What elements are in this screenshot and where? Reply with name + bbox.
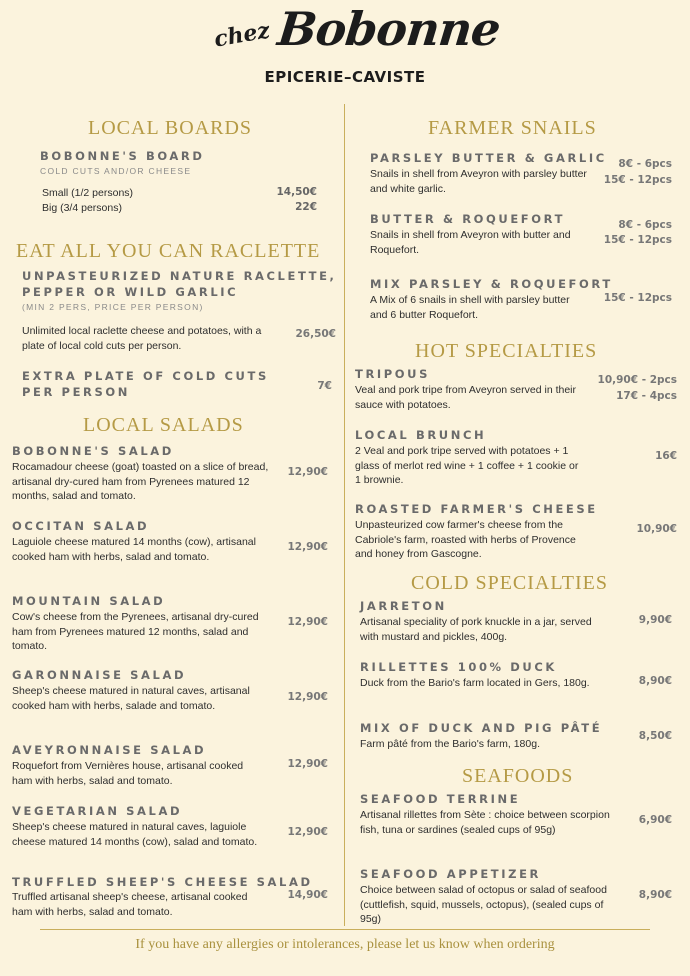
item-name-raclette-line2: PEPPER OR WILD GARLIC	[22, 285, 239, 299]
item-name-extra-plate-line2: PER PERSON	[22, 385, 130, 399]
item-desc: Truffled artisanal sheep's cheese, artisanal cooked ham with herbs, salad and tomato.	[12, 891, 248, 918]
item-name: ROASTED FARMER'S CHEESE	[355, 502, 598, 516]
item-name-bobonnes-board: BOBONNE'S BOARD	[40, 149, 205, 163]
item-price: 12,90€	[287, 541, 328, 553]
item-note: COLD CUTS AND/OR CHEESE	[40, 166, 192, 176]
item-name: RILLETTES 100% DUCK	[360, 660, 557, 674]
logo-subtitle: EPICERIE–CAVISTE	[264, 68, 426, 86]
item-price: 14,90€	[287, 889, 328, 901]
item-desc: Cow's cheese from the Pyrenees, artisanal dry-cured ham from Pyrenees matured 12 months, salad and tomato.	[12, 611, 259, 652]
item-price: 12,90€	[287, 691, 328, 703]
section-title-cold-specialties: COLD SPECIALTIES	[411, 572, 608, 594]
item-price: 10,90€	[636, 523, 677, 535]
item-price: 12,90€	[287, 466, 328, 478]
item-name: SEAFOOD APPETIZER	[360, 867, 541, 881]
item-price-raclette: 26,50€	[295, 328, 336, 340]
section-title-local-boards: LOCAL BOARDS	[88, 117, 253, 139]
item-price: 15€ - 12pcs	[603, 234, 672, 246]
item-name: AVEYRONNAISE SALAD	[12, 743, 207, 757]
item-name-raclette-line1: UNPASTEURIZED NATURE RACLETTE,	[22, 269, 337, 283]
board-big-price: 22€	[295, 201, 317, 213]
item-price: 8€ - 6pcs	[618, 158, 672, 170]
allergy-note: If you have any allergies or intolerances, please let us know when ordering	[135, 937, 555, 952]
item-price: 8€ - 6pcs	[618, 219, 672, 231]
item-name: MOUNTAIN SALAD	[12, 594, 166, 608]
item-name: TRUFFLED SHEEP'S CHEESE SALAD	[12, 875, 313, 889]
item-desc: Farm pâté from the Bario's farm, 180g.	[360, 738, 540, 750]
item-desc: Unpasteurized cow farmer's cheese from the Cabriole's farm, roasted with herbs of Provence and honey from Gascogne.	[355, 519, 576, 560]
item-name: GARONNAISE SALAD	[12, 668, 187, 682]
item-price: 17€ - 4pcs	[616, 390, 677, 402]
item-price: 16€	[655, 450, 677, 462]
item-name: BUTTER & ROQUEFORT	[370, 212, 566, 226]
item-desc: 2 Veal and pork tripe served with potatoes + 1 glass of merlot red wine + 1 coffee + 1 cookie or 1 brownie.	[355, 445, 579, 486]
item-price: 8,90€	[638, 675, 672, 687]
logo-chez: chez	[212, 17, 272, 53]
item-name: PARSLEY BUTTER & GARLIC	[370, 151, 607, 165]
item-desc: Sheep's cheese matured in natural caves, artisanal cooked ham with herbs, salade and tomato.	[12, 685, 250, 712]
item-price: 12,90€	[287, 616, 328, 628]
item-desc: Duck from the Bario's farm located in Gers, 180g.	[360, 677, 590, 689]
section-title-farmer-snails: FARMER SNAILS	[428, 117, 597, 139]
item-desc: Artisanal rillettes from Sète : choice between scorpion fish, tuna or sardines (sealed cups of 95g)	[360, 809, 610, 836]
item-price: 6,90€	[638, 814, 672, 826]
item-name-extra-plate-line1: EXTRA PLATE OF COLD CUTS	[22, 369, 269, 383]
item-price: 9,90€	[638, 614, 672, 626]
item-desc-raclette: Unlimited local raclette cheese and potatoes, with a plate of local cold cuts per person.	[22, 325, 262, 352]
section-title-raclette: EAT ALL YOU CAN RACLETTE	[16, 240, 321, 262]
item-name: MIX PARSLEY & ROQUEFORT	[370, 277, 613, 291]
item-price: 8,90€	[638, 889, 672, 901]
item-price: 10,90€ - 2pcs	[597, 374, 677, 386]
item-desc: Snails in shell from Aveyron with butter and Roquefort.	[370, 229, 571, 256]
logo-name: Bobonne	[275, 2, 503, 56]
item-price: 12,90€	[287, 758, 328, 770]
item-name: TRIPOUS	[355, 367, 431, 381]
section-title-local-salads: LOCAL SALADS	[83, 414, 244, 436]
item-desc: Artisanal speciality of pork knuckle in a jar, served with mustard and pickles, 400g.	[360, 616, 592, 643]
item-price: 15€ - 12pcs	[603, 292, 672, 304]
item-name: BOBONNE'S SALAD	[12, 444, 174, 458]
board-small-label: Small (1/2 persons)	[42, 187, 134, 199]
item-name: VEGETARIAN SALAD	[12, 804, 183, 818]
section-title-seafoods: SEAFOODS	[462, 765, 574, 787]
item-desc: Choice between salad of octopus or salad of seafood (cuttlefish, squid, mussels, octopus), (sealed cups of 95g)	[360, 884, 607, 925]
item-price: 8,50€	[638, 730, 672, 742]
item-desc: Laguiole cheese matured 14 months (cow), artisanal cooked ham with herbs, salad and tomato.	[12, 536, 256, 563]
board-big-label: Big (3/4 persons)	[42, 202, 122, 214]
item-desc: A Mix of 6 snails in shell with parsley butter and 6 butter Roquefort.	[370, 294, 570, 321]
board-small-price: 14,50€	[276, 186, 317, 198]
item-name: OCCITAN SALAD	[12, 519, 150, 533]
item-name: MIX OF DUCK AND PIG PÂTÉ	[360, 721, 603, 735]
column-divider	[344, 104, 345, 926]
item-name: LOCAL BRUNCH	[355, 428, 487, 442]
item-note-raclette: (MIN 2 PERS, PRICE PER PERSON)	[22, 302, 204, 312]
item-desc: Veal and pork tripe from Aveyron served in their sauce with potatoes.	[355, 384, 577, 411]
item-price: 15€ - 12pcs	[603, 174, 672, 186]
section-title-hot-specialties: HOT SPECIALTIES	[415, 340, 598, 362]
footer-divider	[40, 929, 650, 930]
item-desc: Snails in shell from Aveyron with parsley butter and white garlic.	[370, 168, 587, 195]
item-desc: Roquefort from Vernières house, artisanal cooked ham with herbs, salad and tomato.	[12, 760, 244, 787]
item-price: 12,90€	[287, 826, 328, 838]
item-name: SEAFOOD TERRINE	[360, 792, 521, 806]
item-price-extra-plate: 7€	[317, 380, 332, 392]
item-name: JARRETON	[360, 599, 447, 613]
item-desc: Sheep's cheese matured in natural caves, laguiole cheese matured 14 months (cow), salad and tomato.	[12, 821, 258, 848]
item-desc: Rocamadour cheese (goat) toasted on a slice of bread, artisanal dry-cured ham from Pyrenees matured 12 months, salad and tomato.	[12, 461, 269, 502]
